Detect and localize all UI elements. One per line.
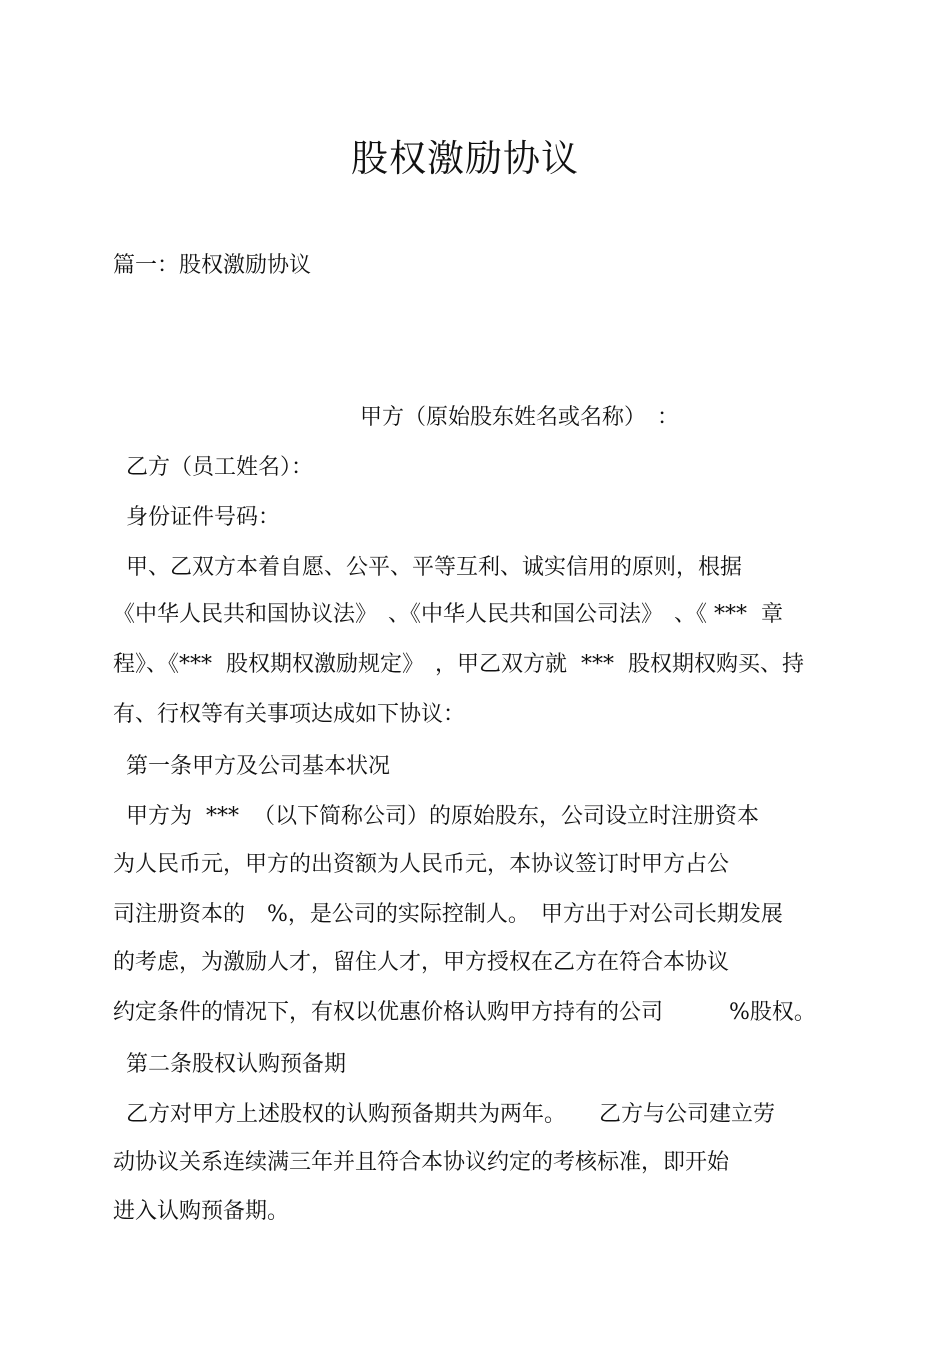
document-title: 股权激励协议 bbox=[351, 137, 579, 180]
article-1-line: 的考虑，为激励人才，留住人才，甲方授权在乙方在符合本协议 bbox=[113, 950, 730, 975]
article-1-heading: 第一条甲方及公司基本状况 bbox=[126, 754, 391, 779]
article-2-line: 乙方对甲方上述股权的认购预备期共为两年。 乙方与公司建立劳 bbox=[126, 1102, 776, 1127]
party-a-line: 甲方（原始股东姓名或名称） ： bbox=[360, 405, 680, 430]
article-1-line: 为人民币元，甲方的出资额为人民币元，本协议签订时甲方占公 bbox=[113, 852, 730, 877]
article-2-heading: 第二条股权认购预备期 bbox=[126, 1052, 347, 1077]
preamble-line: 甲、乙双方本着自愿、公平、平等互利、诚实信用的原则，根据 bbox=[126, 555, 743, 580]
section-heading: 篇一：股权激励协议 bbox=[113, 253, 312, 278]
preamble-line: 有、行权等有关事项达成如下协议： bbox=[113, 702, 466, 727]
party-b-line: 乙方（员工姓名）： bbox=[126, 455, 314, 480]
article-2-line: 进入认购预备期。 bbox=[113, 1199, 290, 1224]
preamble-line: 《中华人民共和国协议法》 、《中华人民共和国公司法》 、《 *** 章 bbox=[113, 602, 783, 627]
preamble-line: 程》、《*** 股权期权激励规定》 ，甲乙双方就 *** 股权期权购买、持 bbox=[113, 652, 804, 677]
article-1-line: 甲方为 *** （以下简称公司）的原始股东，公司设立时注册资本 bbox=[126, 804, 759, 829]
article-2-line: 动协议关系连续满三年并且符合本协议约定的考核标准，即开始 bbox=[113, 1150, 730, 1175]
article-1-line: 司注册资本的 %，是公司的实际控制人。 甲方出于对公司长期发展 bbox=[113, 902, 783, 927]
article-1-line: 约定条件的情况下，有权以优惠价格认购甲方持有的公司 %股权。 bbox=[113, 1000, 816, 1025]
id-number-line: 身份证件号码： bbox=[126, 505, 281, 530]
